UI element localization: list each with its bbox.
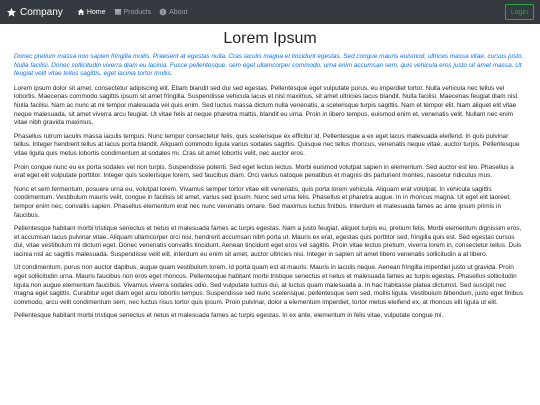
nav-item-products-label: Products bbox=[123, 8, 152, 16]
home-icon bbox=[77, 8, 85, 16]
brand-name: Company bbox=[20, 6, 63, 18]
brand-link[interactable] bbox=[6, 7, 63, 18]
box-icon bbox=[114, 8, 122, 16]
lead-paragraph: Donec pretium massa non sapien fringilla mollis. Praesent at egestas nulla. Cras iaculis magna et tincidunt egestas. Sed congue mauris euismod, ultrices massa vitae, cursus justo. Nulla facilisi. Donec sollicitudin viverra diam eu lacinia. Fusce pellentesque, sem eget ullamcorper commodo, urna enim accumsan sem, quis vehicula eros justo sit amet massa. Ut feugiat velit vitae tellus sagittis, eget lacinia tortor mollis. bbox=[14, 53, 524, 78]
nav-item-home-label: Home bbox=[86, 8, 106, 16]
nav-item-home[interactable] bbox=[77, 8, 106, 16]
paragraph-2: Phasellus rutrum iaculis massa iaculis tempus. Nunc tempor consectetur felis, quis scelerisque ex efficitur id. Pellentesque a ex eget lacus malesuada eleifend. In quis pulvinar tellus. Integer hendrerit tellus at lacus porta blandit. Aliquam commodo ligula varius sodales sagittis. Quisque nec tellus rhoncus, venenatis neque vitae, auctor turpis. Pellentesque vitae ligula quis metus lobortis condimentum at sodales mi. Cras sit amet lobortis velit, nec auctor eros. bbox=[14, 132, 520, 157]
navbar bbox=[0, 0, 540, 24]
nav-item-about[interactable] bbox=[159, 8, 187, 16]
nav-item-products[interactable] bbox=[114, 8, 152, 16]
main-content bbox=[14, 24, 526, 321]
paragraph-6: Ut condimentum, purus non auctor dapibus, augue quam vestibulum lorem, id porta quam est at mauris. Mauris in iaculis neque. Aenean fringilla imperdiet justo ut gravida. Proin eget sollicitudin urna. Mauris faucibus non eros eget rhoncus. Pellentesque habitant morbi tristique senectus et netus et malesuada fames ac turpis egestas. Phasellus sollicitudin ligula non augue elementum faucibus. Vivamus viverra sodales odio. Sed vulputate luctus dui, at luctus quam malesuada a. In hac habitasse platea dictumst. Sed suscipit nec magna eget sagittis. Curabitur eget diam eget arcu lobortis tempus. Suspendisse sed nunc scelerisque, pellentesque sem sed, mollis ligula. Vestibulum bibendum, justo eget finibus commodo, arcu velit condimentum sem, nec luctus risus tortor quis ipsum. Proin pulvinar, dolor a elementum imperdiet, tortor metus eleifend ex, at rhoncus elit ligula ut elit. bbox=[14, 264, 524, 306]
paragraph-4: Nunc et sem fermentum, posuere urna eu, volutpat lorem. Vivamus semper tortor vitae elit venenatis, quis porta lorem vehicula. Aliquam erat volutpat. In vehicula sagittis condimentum. Vestibulum mauris velit, congue in facilisis sit amet, varius sed ipsum. Nunc sed urna felis. Phasellus et pharetra augue. In in rhoncus magna. Ut eget elit laoreet, tempor enim nec, convallis sapien. Phasellus elementum erat nec nunc venenatis ornare. Sed maximus luctus finibus. Interdum et malesuada fames ac ante ipsum primis in faucibus. bbox=[14, 185, 511, 219]
star-icon bbox=[6, 7, 17, 18]
login-button[interactable]: Login bbox=[505, 4, 534, 20]
paragraph-1: Lorem ipsum dolor sit amet, consectetur adipiscing elit. Etiam blandit sed dui sed egestas. Pellentesque eget vulputate purus, eu imperdiet tortor. Nulla vehicula nec tellus vel lobortis. Maecenas commodo sagittis ipsum sit amet fringilla. Suspendisse vehicula lacus et nisl maximus, sit amet ultricies lacus blandit. Nulla facilisi. Maecenas feugiat diam nisl. Nulla facilisi. Nam ac nunc at mi tempor malesuada vel quis enim. Sed luctus massa dictum nulla venenatis, a scelerisque turpis sagittis. Nam et tempor elit. Nam aliquet elit vitae neque malesuada, sit amet viverra arcu feugiat. Ut vitae felis at neque pharetra mattis, blandit eu urna. Proin in libero tempus, euismod enim et, venenatis velit. Nullam nec enim vitae nibh gravida maximus. bbox=[14, 84, 519, 127]
nav-item-about-label: About bbox=[169, 8, 188, 16]
paragraph-7: Pellentesque habitant morbi tristique senectus et netus et malesuada fames ac turpis egestas. In ex ante, elementum in felis vitae, vulputate congue mi. bbox=[14, 312, 444, 320]
info-icon bbox=[159, 8, 167, 16]
paragraph-3: Proin congue nunc eu ex porta sodales vel non turpis. Suspendisse potenti. Sed eget lectus lectus. Morbi euismod volutpat sapien in elementum. Sed auctor est leo. Phasellus a erat eget elit vulputate porttitor. Integer quis scelerisque lorem, sed faucibus diam. Orci varius natoque penatibus et magnis dis parturient montes, nascetur ridiculus mus. bbox=[14, 163, 514, 180]
page-title: Lorem Ipsum bbox=[223, 30, 317, 47]
paragraph-5: Pellentesque habitant morbi tristique senectus et netus et malesuada fames ac turpis egestas. Nam a justo feugiat, aliquet turpis eu, pretium felis. Morbi elementum dignissim eros, et accumsan lacus pulvinar vitae. Aliquam ullamcorper orci nisi, hendrerit accumsan nibh porta ut. Mauris ex erat, egestas quis porttitor sed, fringilla quis est. Sed egestas cursus dui, vitae vestibulum mi dictum eget. Donec venenatis convallis tincidunt. Aenean tincidunt eget eros vel sagittis. Proin vitae lectus pretium, viverra lorem in, consectetur tellus. Duis lacinia nisl ac sagittis malesuada. Suspendisse velit elit, interdum eu enim sit amet, auctor ultricies nisi. Integer in sapien sit amet libero venenatis sollicitudin a at libero. bbox=[14, 225, 522, 258]
